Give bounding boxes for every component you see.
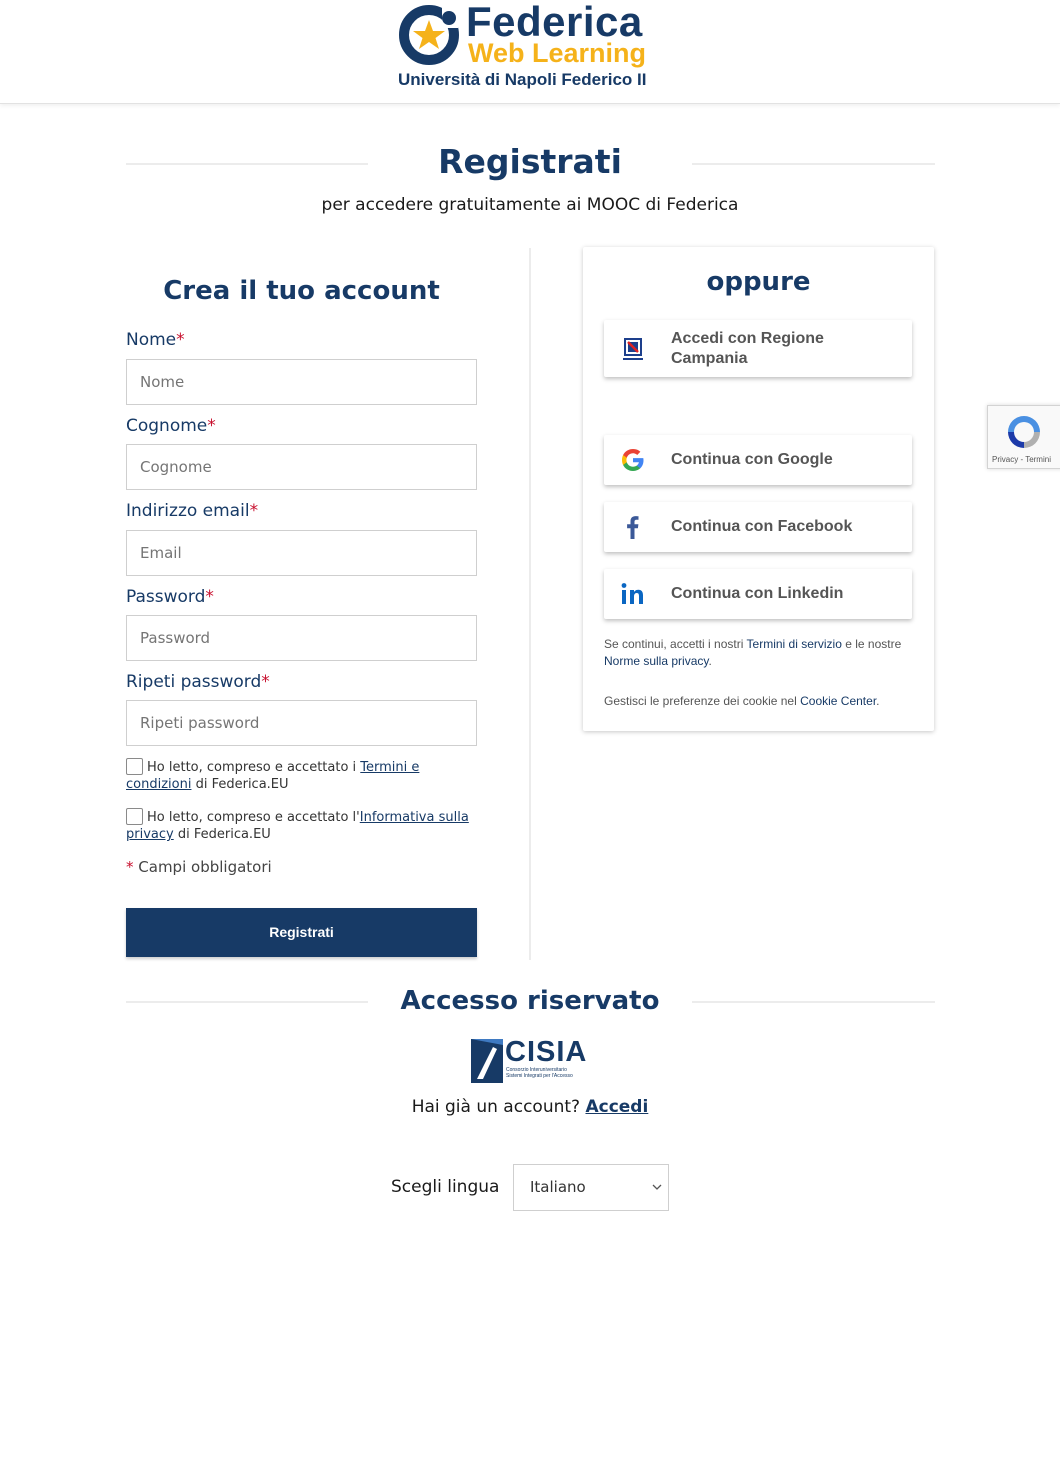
recaptcha-icon [1004, 412, 1044, 452]
federica-logo-icon [398, 4, 460, 66]
privacy-checkbox[interactable] [126, 808, 143, 825]
password-label: Password* [126, 587, 214, 607]
oppure-title: oppure [706, 267, 811, 297]
federica-logo[interactable] [398, 2, 668, 94]
terms-checkbox-row [126, 758, 486, 793]
cookie-text: Gestisci le preferenze dei cookie nel Cookie Center. [604, 694, 880, 708]
chevron-down-icon [652, 1182, 662, 1192]
linkedin-button[interactable] [604, 569, 912, 619]
terms-text: Ho letto, compreso e accettato i [147, 760, 361, 775]
cisia-line1: Consorzio Interuniversitario [506, 1067, 567, 1073]
cisia-logo-icon [471, 1039, 503, 1083]
terms-of-service-link[interactable]: Termini di servizio [746, 637, 842, 651]
privacy-text: Ho letto, compreso e accettato l' [147, 810, 360, 825]
cookie-center-link[interactable]: Cookie Center [800, 694, 877, 708]
facebook-label: Continua con Facebook [671, 518, 853, 535]
regione-campania-icon [620, 336, 646, 362]
cisia-logo[interactable] [471, 1038, 591, 1084]
nome-input[interactable] [126, 359, 477, 405]
privacy-link[interactable]: Informativa sulla privacy [126, 810, 469, 842]
logo-tagline-text: Web Learning [468, 38, 647, 68]
cisia-line2: Sistemi Integrati per l'Accesso [506, 1073, 573, 1079]
language-select[interactable] [513, 1164, 669, 1211]
google-button[interactable] [604, 435, 912, 485]
facebook-icon [620, 514, 646, 540]
email-input[interactable] [126, 530, 477, 576]
logo-brand-text: Federica [466, 0, 643, 45]
site-header [0, 0, 1060, 104]
repeat-password-label: Ripeti password* [126, 672, 270, 692]
social-login-card [583, 247, 934, 731]
terms-checkbox[interactable] [126, 758, 143, 775]
password-input[interactable] [126, 615, 477, 661]
email-label: Indirizzo email* [126, 501, 259, 521]
linkedin-icon [620, 581, 646, 607]
page-title: Registrati [438, 142, 622, 181]
google-icon [620, 447, 646, 473]
privacy-suffix: di Federica.EU [173, 827, 271, 842]
cognome-input[interactable] [126, 444, 477, 490]
recaptcha-text[interactable]: Privacy - Termini [992, 455, 1051, 464]
terms-suffix: di Federica.EU [191, 777, 289, 792]
access-title: Accesso riservato [400, 986, 660, 1016]
facebook-button[interactable] [604, 502, 912, 552]
privacy-checkbox-row [126, 808, 486, 843]
login-link[interactable]: Accedi [585, 1097, 649, 1117]
regione-campania-button[interactable] [604, 320, 912, 377]
nome-label: Nome* [126, 330, 185, 350]
regione-campania-label: Accedi con Regione Campania [671, 329, 824, 367]
terms-link[interactable]: Termini e condizioni [126, 760, 420, 792]
register-button[interactable]: Registrati [126, 908, 477, 957]
logo-university-text: Università di Napoli Federico II [398, 70, 647, 89]
privacy-policy-link[interactable]: Norme sulla privacy [604, 654, 709, 668]
language-selected-value: Italiano [530, 1178, 586, 1196]
have-account-text: Hai già un account? Accedi [411, 1097, 649, 1117]
language-label: Scegli lingua [391, 1177, 500, 1197]
column-divider [529, 248, 531, 960]
page-subtitle: per accedere gratuitamente ai MOOC di Federica [321, 195, 739, 215]
form-title: Crea il tuo account [163, 276, 440, 306]
recaptcha-badge[interactable] [987, 405, 1060, 469]
cognome-label: Cognome* [126, 416, 216, 436]
required-fields-note: * Campi obbligatori [126, 858, 272, 876]
linkedin-label: Continua con Linkedin [671, 585, 844, 602]
social-legal-text: Se continui, accetti i nostri Termini di servizio e le nostre Norme sulla privacy. [604, 637, 902, 668]
repeat-password-input[interactable] [126, 700, 477, 746]
cisia-name: CISIA [505, 1036, 588, 1068]
google-label: Continua con Google [671, 451, 833, 468]
